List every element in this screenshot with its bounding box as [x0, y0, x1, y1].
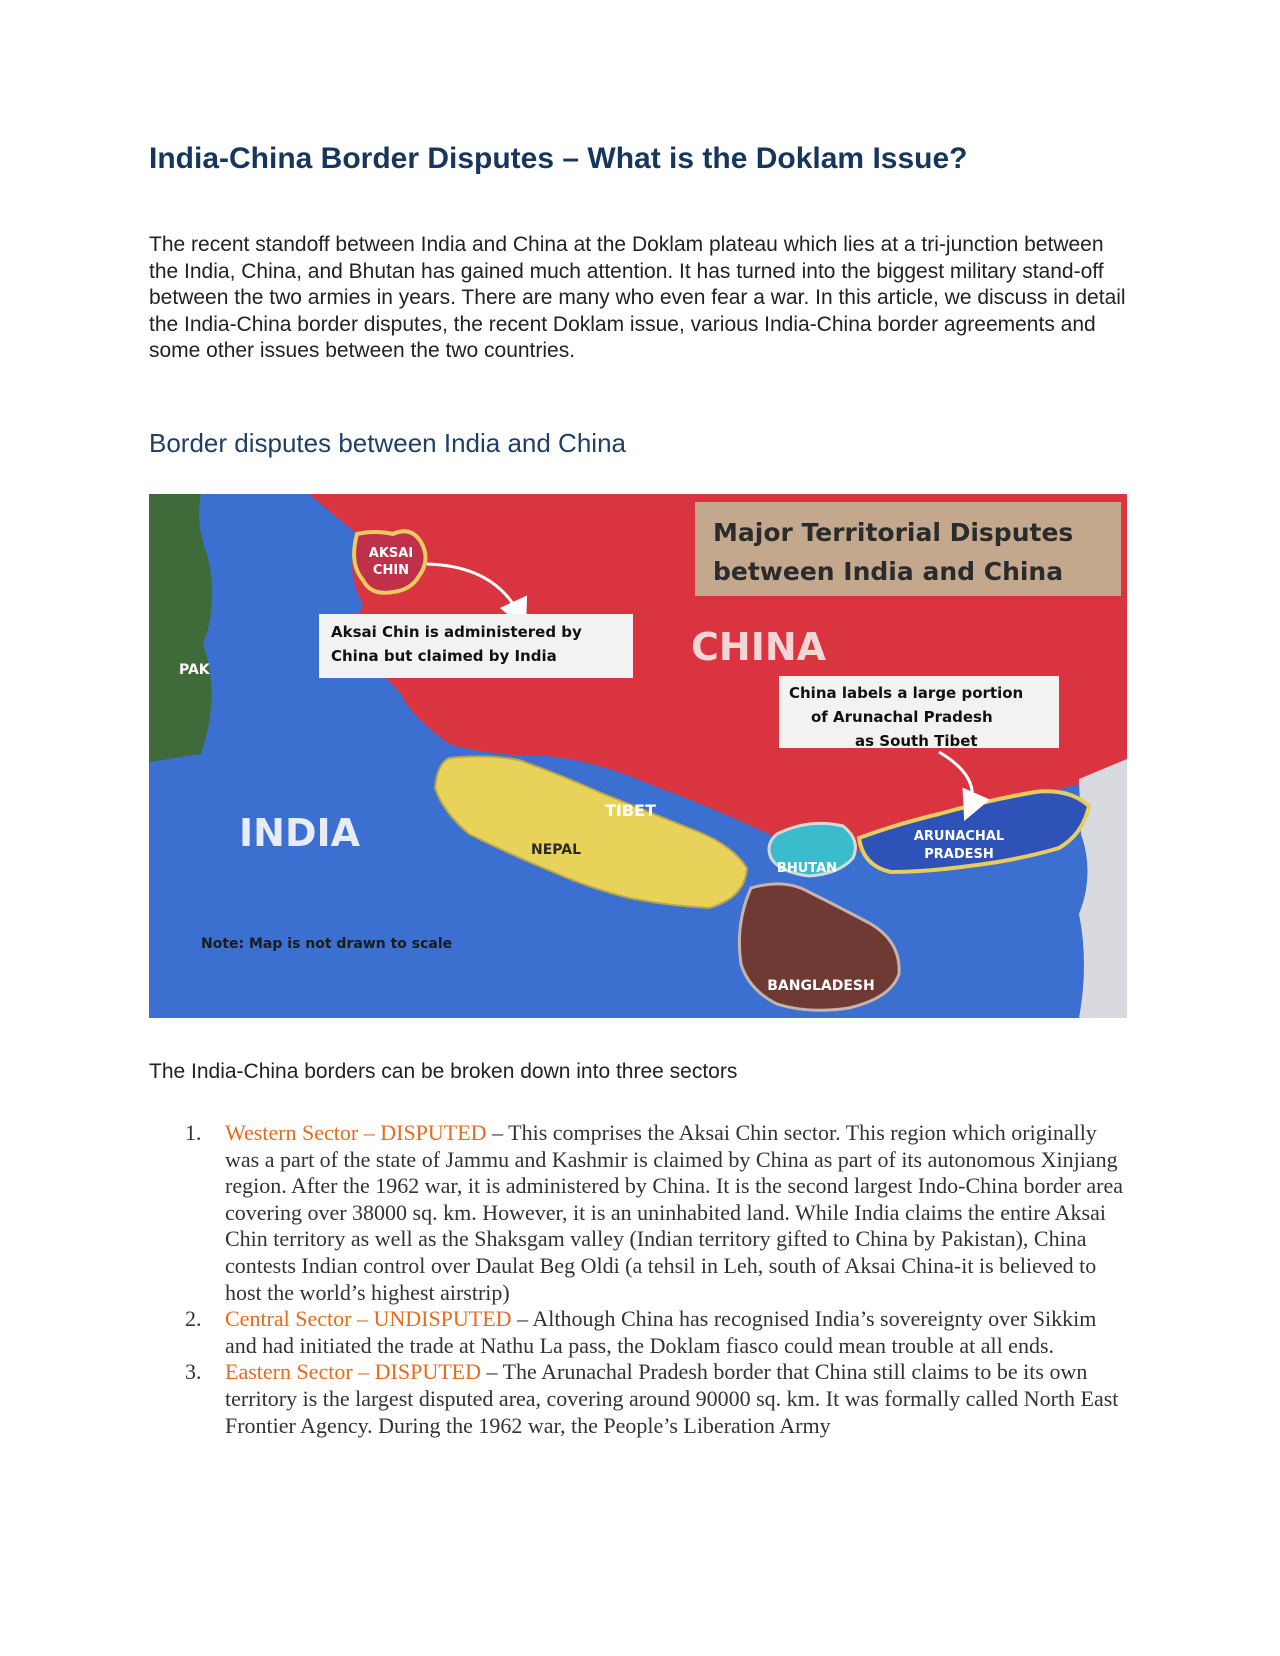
sector-description: – This comprises the Aksai Chin sector. This region which originally was a part of the state of Jammu and Kashmir is claimed by China as part of its autonomous Xinjiang region. After the 1962 war, it is administered by China. It is the second largest Indo-China border area covering over 38000 sq. km. However, it is an uninhabited land. While India claims the entire Aksai Chin territory as well as the Shaksgam valley (Indian territory gifted to China by Pakistan), China contests Indian control over Daulat Beg Oldi (a tehsil in Leh, south of Aksai China-it is believed to host the world’s highest airstrip) [225, 1120, 1124, 1305]
sector-description: – Although China has recognised India’s sovereignty over Sikkim and had initiated the trade at Nathu La pass, the Doklam fiasco could mean trouble at all ends. [225, 1306, 1097, 1358]
aksai-label-line2: CHIN [372, 563, 410, 578]
sector-label: Western Sector – DISPUTED [225, 1120, 487, 1145]
map-header-line2: between India and China [713, 557, 1064, 586]
sectors-intro: The India-China borders can be broken down into three sectors [149, 1060, 738, 1083]
callout-arunachal-line2: of Arunachal Pradesh [811, 708, 993, 726]
callout-aksai-line1: Aksai Chin is administered by [331, 623, 582, 641]
intro-paragraph: The recent standoff between India and China at the Doklam plateau which lies at a tri-junction between the India, China, and Bhutan has gained much attention. It has turned into the biggest military stand-off between the two armies in years. There are many who even fear a war. In this article, we discuss in detail the India-China border disputes, the recent Doklam issue, various India-China border agreements and some other issues between the two countries. [149, 233, 1126, 363]
sector-number: 2. [185, 1306, 202, 1332]
nepal-label: NEPAL [531, 842, 582, 858]
map-graphic [149, 494, 1127, 1018]
china-label: CHINA [691, 625, 827, 669]
map-header-line1: Major Territorial Disputes [713, 518, 1074, 547]
callout-aksai-line2: China but claimed by India [331, 647, 557, 665]
article-title: India-China Border Disputes – What is the Doklam Issue? [149, 142, 968, 175]
aksai-label-line1: AKSAI [368, 546, 414, 561]
bhutan-label: BHUTAN [776, 861, 838, 876]
sector-number: 3. [185, 1359, 202, 1385]
sector-item-western [149, 1120, 1129, 1306]
bangladesh-label: BANGLADESH [767, 978, 875, 994]
sector-description: – The Arunachal Pradesh border that China still claims to be its own territory is the largest disputed area, covering around 90000 sq. km. It was formally called North East Frontier Agency. During the 1962 war, the People’s Liberation Army [225, 1359, 1119, 1438]
sector-label: Central Sector – UNDISPUTED [225, 1306, 512, 1332]
map-scale-note: Note: Map is not drawn to scale [201, 936, 453, 952]
section-heading: Border disputes between India and China [149, 428, 626, 458]
territorial-disputes-map [149, 494, 1127, 1018]
callout-arunachal-line3: as South Tibet [855, 732, 978, 750]
sectors-list [149, 1120, 1129, 1439]
callout-arunachal-line1: China labels a large portion [789, 684, 1024, 702]
sector-label: Eastern Sector – DISPUTED [225, 1359, 482, 1385]
india-label: INDIA [239, 811, 361, 855]
sector-item-central [149, 1306, 1129, 1359]
arunachal-label-line1: ARUNACHAL [913, 829, 1005, 844]
tibet-label: TIBET [605, 801, 656, 820]
arunachal-label-line2: PRADESH [924, 847, 994, 862]
pak-label: PAK [179, 662, 210, 678]
sector-number: 1. [185, 1120, 202, 1145]
sector-item-eastern [149, 1359, 1129, 1439]
gray-region [1079, 759, 1127, 1018]
